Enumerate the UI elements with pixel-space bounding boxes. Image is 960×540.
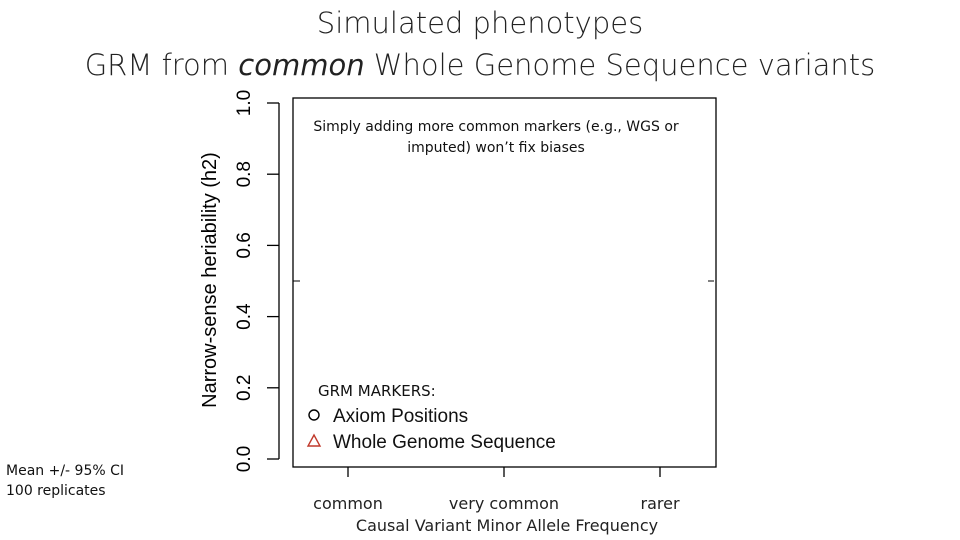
chart-annotation: Simply adding more common markers (e.g., WGS or imputed) won’t fix biases	[313, 119, 679, 156]
y-tick-label: 0.2	[234, 374, 255, 402]
y-tick-label: 1.0	[234, 89, 255, 117]
y-tick-label: 0.8	[234, 160, 255, 188]
x-tick-label: very common	[448, 494, 560, 513]
title-line2-post: Whole Genome Sequence variants	[364, 48, 876, 82]
summary-note	[6, 461, 124, 501]
x-axis-title: Causal Variant Minor Allele Frequency	[355, 516, 659, 535]
y-tick-label: 0.6	[234, 232, 255, 259]
y-tick-label: 0.4	[234, 303, 255, 330]
note-line-replicates: 100 replicates	[6, 483, 106, 499]
slide-title-line1: Simulated phenotypes	[316, 6, 644, 40]
x-tick-label: rarer	[640, 494, 680, 513]
note-line-mean-ci: Mean +/- 95% CI	[6, 463, 125, 479]
x-tick-label: common	[313, 494, 383, 513]
legend-circle-marker	[309, 410, 319, 420]
legend-triangle-marker	[308, 435, 320, 446]
y-tick-label: 0.0	[234, 445, 255, 473]
y-axis-title: Narrow-sense heriability (h2)	[199, 152, 221, 408]
legend-label: Axiom Positions	[333, 406, 469, 427]
title-line2-pre: GRM from	[84, 48, 239, 82]
legend-title: GRM MARKERS:	[318, 382, 436, 400]
legend-label: Whole Genome Sequence	[333, 432, 556, 453]
title-line2-emphasis: common	[238, 48, 365, 82]
